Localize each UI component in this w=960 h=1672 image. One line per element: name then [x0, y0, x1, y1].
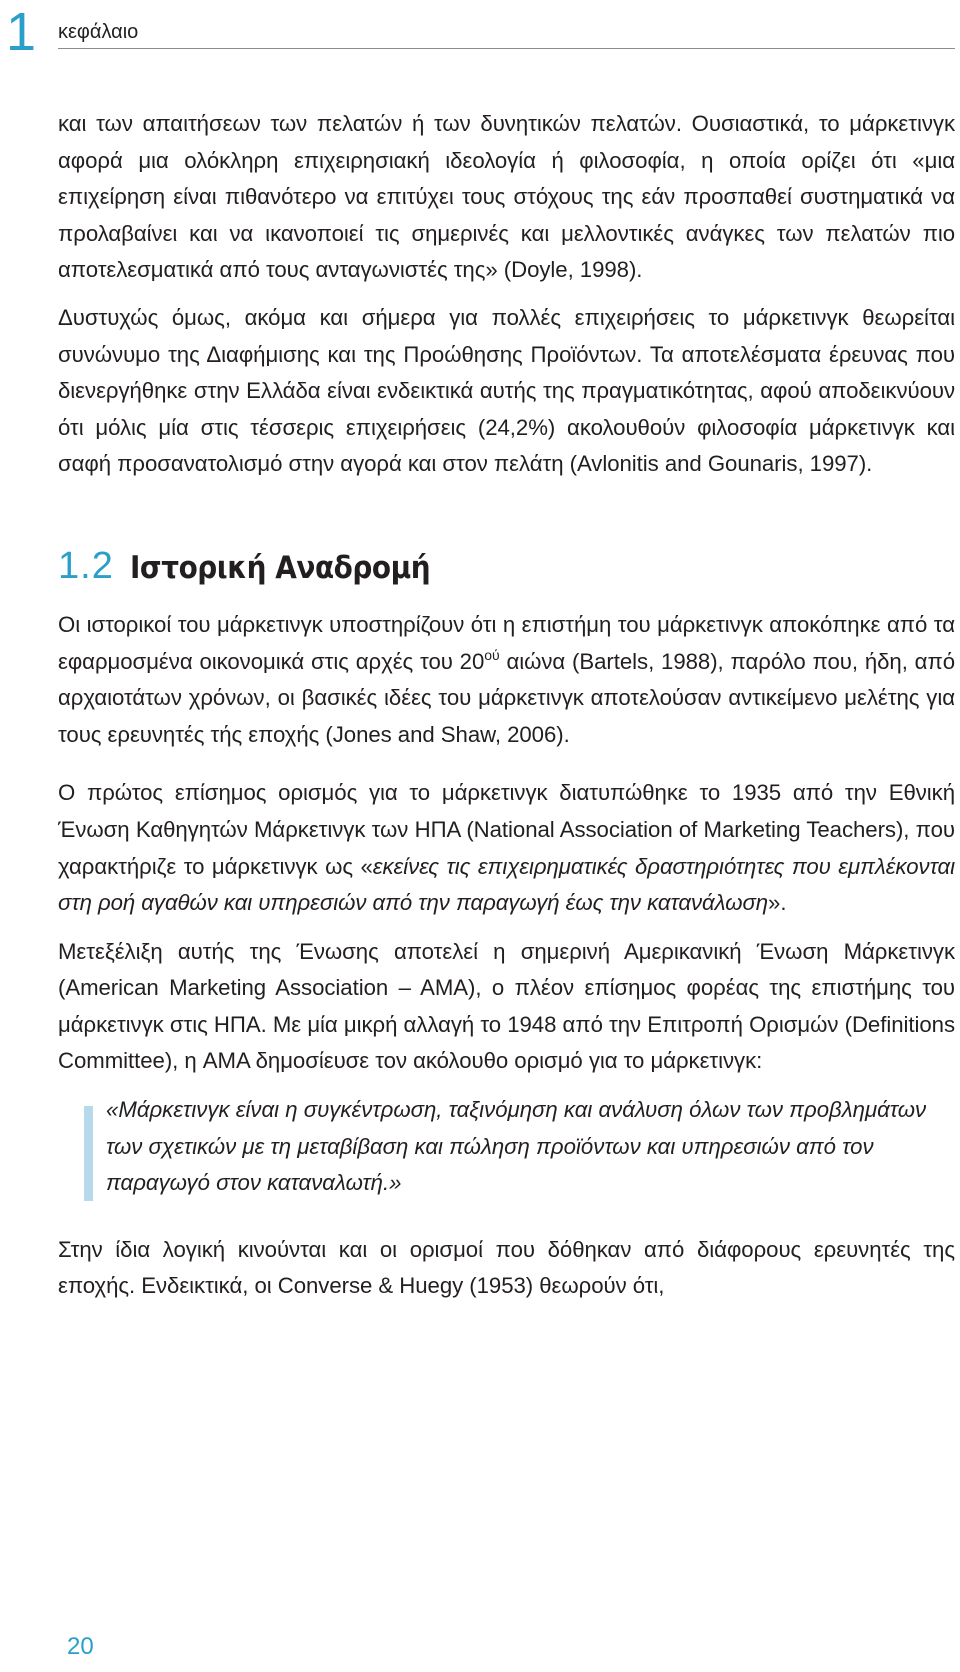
paragraph-first-definition-end: ».: [768, 890, 787, 916]
paragraph-marketing-philosophy: και των απαιτήσεων των πελατών ή των δυνητικών πελατών. Ουσιαστικά, το μάρκετινγκ αφορά μια ολόκληρη επιχειρησιακή ιδεολογία ή φιλοσοφία, η οποία ορίζει ότι «μια επιχείρηση είναι πιθανότερο να επιτύχει τους στόχους της εάν προσπαθεί συστηματικά να προλαβαίνει και να ικανοποιεί τις σημερινές και μελλοντικές ανάγκες των πελατών πιο αποτελεσματικά από τους ανταγωνιστές της» (Doyle, 1998).: [58, 111, 955, 283]
paragraph-historians-text-start: Οι ιστορικοί του μάρκετινγκ υποστηρίζουν ότι η επιστήμη του μάρκετινγκ αποκόπηκε από τα εφαρμοσμένα οικονομικά στις αρχές του 20: [58, 611, 955, 674]
section-number: 1.2: [58, 544, 114, 587]
quote-bar: [84, 1106, 93, 1201]
page-number: 20: [67, 1633, 94, 1660]
paragraph-ama: Μετεξέλιξη αυτής της Ένωσης αποτελεί η σημερινή Αμερικανική Ένωση Μάρκετινγκ (American Marketing Association – AMA), ο πλέον επίσημος φορέας της επιστήμης του μάρκετινγκ στις ΗΠΑ. Με μία μικρή αλλαγή το 1948 από την Επιτροπή Ορισμών (Definitions Committee), η AMA δημοσίευσε τον ακόλουθο ορισμό για το μάρκετινγκ:: [58, 938, 955, 1074]
definition-italic-text: εκείνες τις επιχειρηματικές δραστηριότητες που εμπλέκονται στη ροή αγαθών και υπηρεσιών από την παραγωγή έως την κατανάλωση: [58, 853, 955, 916]
paragraph-historians-text-end: αιώνα (Bartels, 1988), παρόλο που, ήδη, από αρχαιοτάτων χρόνων, οι βασικές ιδέες του μάρκετινγκ αποτελούσαν αντικείμενο μελέτης για τους ερευνητές τής εποχής (Jones and Shaw, 2006).: [58, 648, 955, 747]
chapter-label: κεφάλαιο: [58, 21, 139, 43]
paragraph-historians: [58, 607, 955, 753]
paragraph-researchers: Στην ίδια λογική κινούνται και οι ορισμοί που δόθηκαν από διάφορους ερευνητές της εποχής. Ενδεικτικά, οι Converse & Huegy (1953) θεωρούν ότι,: [58, 1236, 955, 1299]
section-heading: [58, 539, 955, 593]
paragraph-first-definition: [58, 775, 955, 921]
paragraph-greek-survey: Δυστυχώς όμως, ακόμα και σήμερα για πολλές επιχειρήσεις το μάρκετινγκ θεωρείται συνώνυμο της Διαφήμισης και της Προώθησης Προϊόντων. Τα αποτελέσματα έρευνας που διενεργήθηκε στην Ελλάδα είναι ενδεικτικά αυτής της πραγματικότητας, αφού αποδεικνύουν ότι μόλις μία στις τέσσερις επιχειρήσεις (24,2%) ακολουθούν φιλοσοφία μάρκετινγκ και σαφή προσανατολισμό στην αγορά και στον πελάτη (Avlonitis and Gounaris, 1997).: [58, 304, 955, 477]
definition-blockquote: [58, 1092, 955, 1202]
page-body: [58, 106, 955, 1317]
section-title: Ιστορική Αναδρομή: [129, 549, 430, 586]
chapter-header: [0, 0, 960, 60]
header-divider: [58, 48, 955, 49]
paragraph-first-definition-text: Ο πρώτος επίσημος ορισμός για το μάρκετινγκ διατυπώθηκε το 1935 από την Εθνική Ένωση Καθηγητών Μάρκετινγκ των ΗΠΑ (National Association of Marketing Teachers), που χαρακτήριζε το μάρκετινγκ ως «: [58, 780, 955, 879]
chapter-number: 1: [6, 2, 37, 62]
quote-text: «Μάρκετινγκ είναι η συγκέντρωση, ταξινόμηση και ανάλυση όλων των προβλημάτων των σχετικών με τη μεταβίβαση και πώληση προϊόντων και υπηρεσιών από τον παραγωγό στον καταναλωτή.»: [106, 1097, 927, 1196]
ordinal-superscript: ού: [484, 646, 500, 663]
